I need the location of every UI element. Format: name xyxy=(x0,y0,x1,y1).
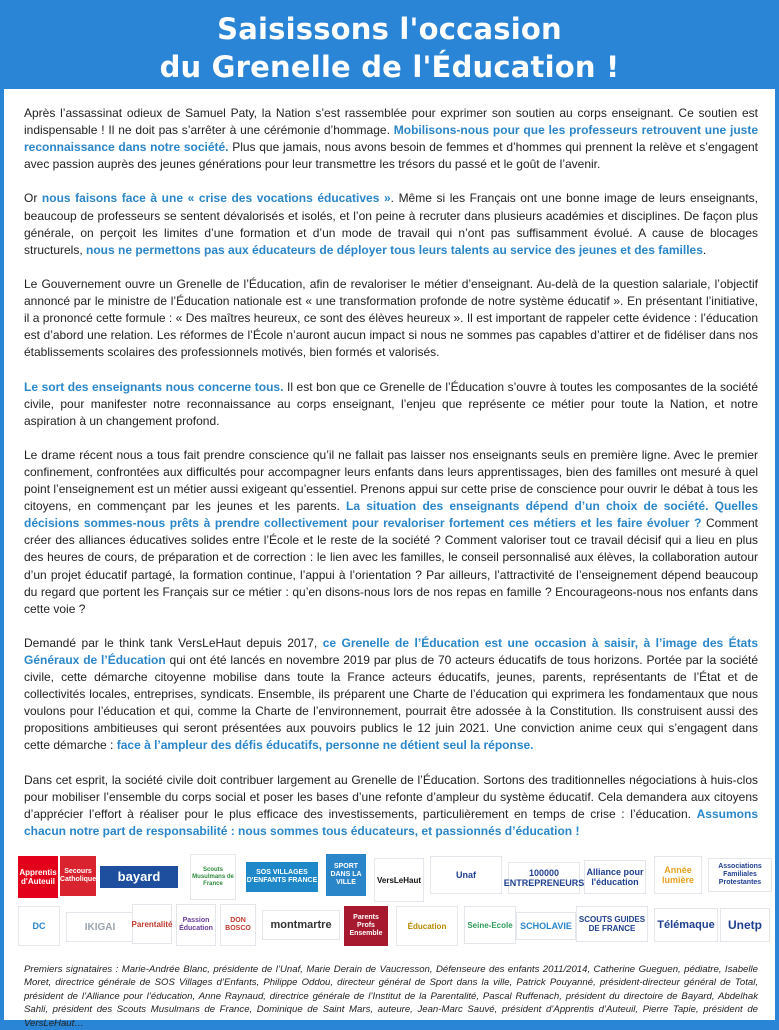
page-title-line-2: du Grenelle de l'Éducation ! xyxy=(159,50,620,84)
logo-education-lumiere: Éducation xyxy=(396,906,458,946)
logo-100000-entrepreneurs: 100000 ENTREPRENEURS xyxy=(508,862,580,894)
logo-ikigai: IKIGAI xyxy=(66,912,134,942)
paragraph xyxy=(24,105,758,173)
text-run: Le drame récent nous a tous fait prendre conscience qu’il ne fallait pas laisser nos enseignants seuls en première ligne. Avec le premier confinement, confrontées aux difficultés pour accompagner leurs enfants dans leurs apprentissages, bien des familles ont mesuré à quel point l’enseignement est un métier aussi exigeant qu’essentiel. Prenons appui sur cette prise de conscience pour ouvrir le débat à tous les citoyens, en commençant par les jeunes et les parents. xyxy=(24,447,758,514)
text-run: Comment créer des alliances éducatives solides entre l’École et le reste de la société ? Comment valoriser tout ce travail décisif qui a lieu en plus des heures de cours, de préparation et de correction : le lien avec les familles, le conseil personnalisé aux élèves, la collaboration autour d’un projet éducatif partagé, la formation continue, l’appui à l’orientation ? Par ailleurs, l’attractivité de l’enseignement dépend beaucoup du regard que portent les Français sur ce métier : qu’en disons-nous lors de nos repas en famille ? Encourageons-nous nos enfants dans cette voie ? xyxy=(24,516,758,616)
logo-seine-ecole: Seine-Ecole xyxy=(464,906,516,944)
paragraph xyxy=(24,276,758,361)
highlighted-text: ce Grenelle de l’Éducation est une occasion à saisir, à l’image des États Généraux de l’Éducation xyxy=(24,635,759,667)
text-run: Or xyxy=(24,191,42,206)
highlighted-text: Assumons chacun notre part de responsabilité : nous sommes tous éducateurs, et passionnés d’éducation ! xyxy=(24,806,758,838)
text-run: Après l’assassinat odieux de Samuel Paty, la Nation s’est rassemblée pour exprimer son soutien au corps enseignant. Ce soutien est indispensable ! Il ne doit pas s’arrêter à une cérémonie d’hommage. xyxy=(24,106,758,138)
logo-scouts-guides: SCOUTS GUIDES DE FRANCE xyxy=(576,906,648,942)
logo-apprentis-auteuil: Apprentis d'Auteuil xyxy=(18,856,58,898)
logo-annee-lumiere: Année lumière xyxy=(654,856,702,894)
logo-secours-catholique: Secours Catholique xyxy=(60,856,96,896)
paragraph xyxy=(24,635,758,755)
highlighted-text: La situation des enseignants dépend d’un choix de société. Quelles décisions sommes-nous prêts à prendre collectivement pour revaloriser fortement ces métiers et les faire évoluer ? xyxy=(24,499,758,531)
highlighted-text: nous ne permettons pas aux éducateurs de déployer tous leurs talents au service des jeunes et des familles xyxy=(86,242,703,257)
paragraph xyxy=(24,379,758,430)
text-run: Il est bon que ce Grenelle de l’Éducation s’ouvre à toutes les composantes de la société civile, pour manifester notre reconnaissance au corps enseignant, l’enjeu que représente ce métier pour toute la Nation, et notre aspiration à un changement profond. xyxy=(24,379,758,428)
article-body xyxy=(24,105,758,857)
logo-scholavie: SCHOLAVIE xyxy=(516,912,576,940)
paragraph xyxy=(24,447,758,618)
text-run: Plus que jamais, nous avons besoin de femmes et d’hommes qui prennent la relève et s’engagent avec passion auprès des jeunes générations pour leur transmettre les trésors du passé et le goût de l’avenir. xyxy=(24,140,758,172)
logo-don-bosco: DON BOSCO xyxy=(220,904,256,946)
signatories-text: Premiers signataires : Marie-Andrée Blanc, présidente de l’Unaf, Marie Derain de Vaucresson, Défenseure des enfants 2011/2014, Catherine Gueguen, pédiatre, Isabelle Moret, directrice générale de SOS Villages d’Enfants, Philippe Oddou, directeur général de Sport dans la ville, Patrick Pouyanné, président-directeur général de Total, président de l’Alliance pour l’éducation, Anne Raynaud, directrice générale de l’Institut de la Parentalité, Pascal Ruffenach, président du directoire de Bayard, Abdelhak Sahli, président des Scouts Musulmans de France, Dominique de Saint Mars, auteure, Jean-Marc Sauvé, président d’Apprentis d’Auteuil, Pierre Tapie, président de VersLeHaut… xyxy=(24,964,758,1029)
paragraph xyxy=(24,190,758,258)
text-run: . xyxy=(702,242,707,257)
logo-unaf: Unaf xyxy=(430,856,502,894)
logo-bayard: bayard xyxy=(100,866,178,888)
logo-parents-profs: Parents Profs Ensemble xyxy=(344,906,388,946)
text-run: qui ont été lancés en novembre 2019 par plus de 70 acteurs éducatifs de tous horizons. Portée par la société civile, cette démarche citoyenne mobilise dans toute la France acteurs éducatifs, jeunes, parents, représentants de l’État et de collectivités locales, entreprises, syndicats. Ensemble, ils préparent une Charte de l’éducation qui exprimera les fondamentaux que nous voulons pour l’éducation et qui, comme la Charte de l’environnement, pourrait être adossée à la Constitution. Ils construisent aussi des propositions ambitieuses qui seront présentées aux pouvoirs publics le 12 juin 2021. Une conviction anime ceux qui s’engagent dans cette démarche : xyxy=(24,653,758,753)
logo-montmartre: montmartre xyxy=(262,910,340,940)
logo-sos-villages: SOS VILLAGES D'ENFANTS FRANCE xyxy=(246,862,318,892)
highlighted-text: Mobilisons-nous pour que les professeurs retrouvent une juste reconnaissance dans notre société. xyxy=(24,123,758,155)
text-run: Le Gouvernement ouvre un Grenelle de l’Éducation, afin de revaloriser le métier d’enseignant. Au-delà de la question salariale, l’objectif annoncé par le ministre de l’Éducation nationale est « une transformation profonde de notre système éducatif ». En présentant l’initiative, il a prononcé cette formule : « Des maîtres heureux, ce sont des élèves heureux ». Il est important de rappeler cette évidence : l’éducation est d’abord une relation. Les réformes de l’École n’auront aucun impact si nous ne sommes pas capables d’attirer et de fidéliser dans nos établissements scolaires des professionnels motivés, bien formés et valorisés. xyxy=(24,276,758,360)
highlighted-text: face à l’ampleur des défis éducatifs, personne ne détient seul la réponse. xyxy=(116,738,534,753)
text-run: . Même si les Français ont une bonne image de leurs enseignants, beaucoup de professeurs se sentent dévalorisés et isolés, et l’on peine à recruter dans plusieurs académies et disciplines. De façon plus générale, on perçoit les limites d’une formation et d’un mode de travail qui n’ont pas suffisamment évolué. A cause de blocages structurels, xyxy=(24,191,759,257)
logo-unetp: Unetp xyxy=(720,908,770,942)
paragraph xyxy=(24,772,758,840)
highlighted-text: nous faisons face à une « crise des vocations éducatives » xyxy=(41,191,391,206)
content-panel xyxy=(4,89,775,1029)
highlighted-text: Le sort des enseignants nous concerne tous. xyxy=(24,379,284,394)
logo-passion-education: Passion Éducation xyxy=(176,904,216,946)
text-run: Demandé par le think tank VersLeHaut depuis 2017, xyxy=(24,635,323,650)
logo-telemaque: Télémaque xyxy=(654,908,718,942)
page-title-line-1: Saisissons l'occasion xyxy=(217,12,562,46)
logo-alliance-education: Alliance pour l'éducation xyxy=(584,860,646,894)
header-banner xyxy=(0,0,779,88)
logo-sport-dans-la-ville: SPORT DANS LA VILLE xyxy=(326,854,366,896)
partner-logos xyxy=(4,854,775,954)
logo-verslehaut: VersLeHaut xyxy=(374,858,424,902)
logo-afp: Associations Familiales Protestantes xyxy=(708,858,772,892)
logo-dc: DC xyxy=(18,906,60,946)
text-run: Dans cet esprit, la société civile doit contribuer largement au Grenelle de l’Éducation. Sortons des traditionnelles négociations à huis-clos pour mobiliser l’ensemble du corps social et poser les bases d’une refonte d’ampleur du système éducatif. Cela demandera aux citoyens d’apprécier l’effort à réaliser pour le plus efficace des investissements, particulièrement en temps de crise : l’éducation. xyxy=(24,772,758,821)
logo-scouts-musulmans: Scouts Musulmans de France xyxy=(190,854,236,900)
logo-parentalite: Parentalité xyxy=(132,904,172,944)
